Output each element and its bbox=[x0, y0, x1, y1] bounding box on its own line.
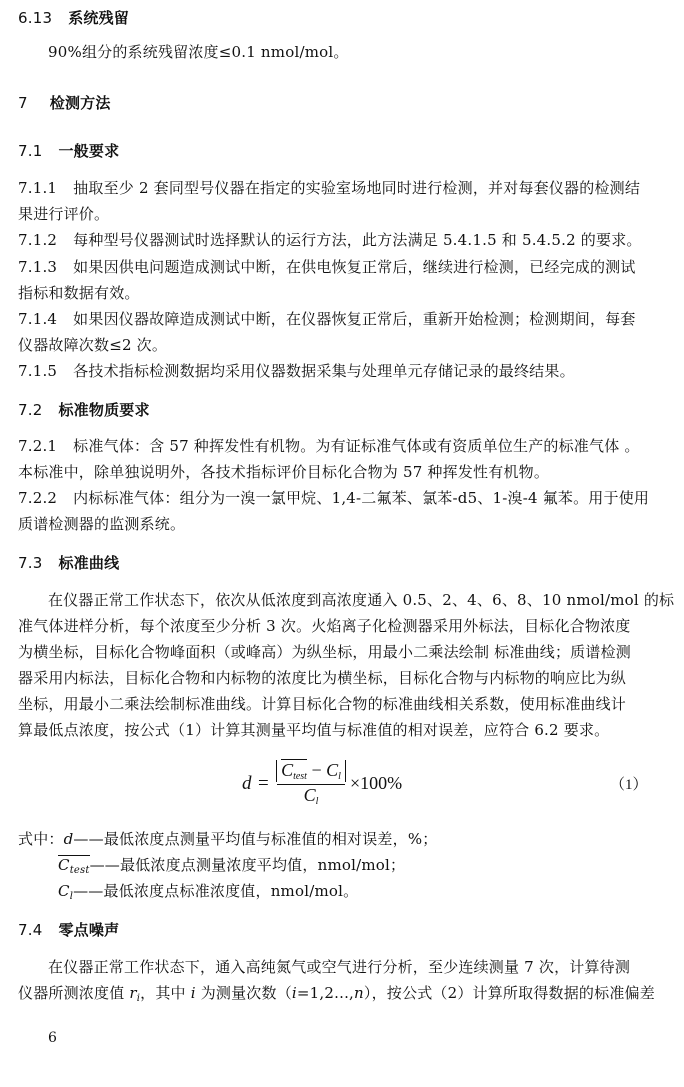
paragraph-7-4-line1: 在仪器正常工作状态下，通入高纯氮气或空气进行分析，至少连续测量 7 次，计算待测 bbox=[48, 958, 631, 976]
clause-number: 7.1.5 bbox=[18, 362, 58, 380]
heading-7 bbox=[18, 93, 111, 113]
clause-7-2-2-line1 bbox=[18, 488, 649, 508]
clause-7-1-5 bbox=[18, 361, 575, 381]
clause-text: 内标标准气体：组分为一溴一氯甲烷、1,4-二氟苯、氯苯-d5、1-溴-4 氟苯。用于使用 bbox=[73, 489, 650, 507]
clause-text: 各技术指标检测数据均采用仪器数据采集与处理单元存储记录的最终结果。 bbox=[73, 362, 575, 380]
where-cl-desc: ——最低浓度点标准浓度值，nmol/mol。 bbox=[73, 882, 359, 900]
clause-text: 如果因仪器故障造成测试中断，在仪器恢复正常后，重新开始检测；检测期间，每套 bbox=[73, 310, 636, 328]
formula-denominator: $C_l$ bbox=[303, 785, 319, 807]
formula-fraction bbox=[276, 760, 346, 810]
heading-7-4 bbox=[18, 920, 119, 940]
clause-7-1-1-line1 bbox=[18, 178, 640, 198]
where-d-symbol: d bbox=[63, 830, 74, 848]
clause-7-2-1-line1 bbox=[18, 436, 640, 456]
formula-c-l: $C_l$ bbox=[326, 760, 341, 782]
section-title: 标准曲线 bbox=[58, 554, 120, 572]
formula-equals: = bbox=[258, 773, 269, 794]
where-label: 式中： bbox=[18, 830, 64, 848]
formula-c-test: $C_{test}$ bbox=[281, 760, 307, 782]
heading-7-2 bbox=[18, 400, 150, 420]
clause-number: 7.2.2 bbox=[18, 489, 58, 507]
heading-6-13 bbox=[18, 8, 129, 28]
where-d-desc: ——最低浓度点测量平均值与标准值的相对误差，%； bbox=[73, 830, 438, 848]
section-title: 一般要求 bbox=[58, 142, 120, 160]
clause-7-1-3-line1 bbox=[18, 257, 636, 277]
formula-numerator bbox=[276, 760, 346, 782]
clause-7-1-4-line2: 仪器故障次数≤2 次。 bbox=[18, 336, 168, 354]
clause-7-2-2-line2: 质谱检测器的监测系统。 bbox=[18, 515, 186, 533]
clause-text: 每种型号仪器测试时选择默认的运行方法，此方法满足 5.4.1.5 和 5.4.5.2 的要求。 bbox=[73, 231, 642, 249]
clause-number: 7.1.2 bbox=[18, 231, 58, 249]
section-number: 7.1 bbox=[18, 142, 43, 160]
section-number: 7.3 bbox=[18, 554, 43, 572]
paragraph-7-4-line2: 仪器所测浓度值 $r_i$，其中 i 为测量次数（i=1,2...,n），按公式（2）计算所取得数据的标准偏差 bbox=[18, 984, 655, 1004]
section-title: 检测方法 bbox=[49, 94, 111, 112]
where-d bbox=[18, 829, 437, 849]
section-number: 7.2 bbox=[18, 401, 43, 419]
where-cl-symbol: $C_l$ bbox=[58, 882, 74, 902]
paragraph-7-3-line3: 为横坐标，目标化合物峰面积（或峰高）为纵坐标，用最小二乘法绘制 标准曲线；质谱检测 bbox=[18, 643, 631, 661]
paragraph-6-13: 90%组分的系统残留浓度≤0.1 nmol/mol。 bbox=[48, 43, 349, 61]
section-title: 系统残留 bbox=[68, 9, 130, 27]
formula-times-100: ×100% bbox=[350, 773, 403, 793]
section-title: 标准物质要求 bbox=[58, 401, 150, 419]
paragraph-7-3-line2: 准气体进样分析，每个浓度至少分析 3 次。火焰离子化检测器采用外标法，目标化合物浓度 bbox=[18, 617, 631, 635]
where-ctest bbox=[58, 855, 405, 881]
paragraph-7-3-line4: 器采用内标法，目标化合物和内标物的浓度比为横坐标，目标化合物与内标物的响应比为纵 bbox=[18, 669, 627, 687]
section-title: 零点噪声 bbox=[58, 921, 120, 939]
where-ctest-desc: ——最低浓度点测量浓度平均值，nmol/mol； bbox=[89, 856, 406, 874]
paragraph-7-3-line1: 在仪器正常工作状态下，依次从低浓度到高浓度通入 0.5、2、4、6、8、10 nmol/mol 的标 bbox=[48, 591, 675, 609]
clause-7-1-3-line2: 指标和数据有效。 bbox=[18, 284, 140, 302]
formula-minus: − bbox=[311, 760, 322, 780]
heading-7-1 bbox=[18, 141, 119, 161]
page-number: 6 bbox=[48, 1030, 57, 1046]
formula-tag: （1） bbox=[610, 777, 648, 793]
formula-d: d bbox=[242, 773, 252, 794]
clause-text: 标准气体：含 57 种挥发性有机物。为有证标准气体或有资质单位生产的标准气体 。 bbox=[73, 437, 640, 455]
symbol-ri: $r_i$ bbox=[129, 984, 141, 1004]
clause-text: 抽取至少 2 套同型号仪器在指定的实验室场地同时进行检测，并对每套仪器的检测结 bbox=[73, 179, 641, 197]
clause-7-1-4-line1 bbox=[18, 309, 636, 329]
where-cl bbox=[58, 881, 358, 907]
clause-7-1-2 bbox=[18, 230, 642, 250]
clause-number: 7.1.1 bbox=[18, 179, 58, 197]
clause-number: 7.2.1 bbox=[18, 437, 58, 455]
clause-7-1-1-line2: 果进行评价。 bbox=[18, 205, 110, 223]
paragraph-7-3-line5: 坐标，用最小二乘法绘制标准曲线。计算目标化合物的标准曲线相关系数，使用标准曲线计 bbox=[18, 695, 627, 713]
clause-text: 如果因供电问题造成测试中断，在供电恢复正常后，继续进行检测，已经完成的测试 bbox=[73, 258, 636, 276]
clause-number: 7.1.4 bbox=[18, 310, 58, 328]
clause-7-2-1-line2: 本标准中，除单独说明外，各技术指标评价目标化合物为 57 种挥发性有机物。 bbox=[18, 463, 550, 481]
section-number: 7 bbox=[18, 94, 28, 112]
section-number: 6.13 bbox=[18, 9, 53, 27]
formula-1 bbox=[0, 760, 684, 810]
section-number: 7.4 bbox=[18, 921, 43, 939]
paragraph-7-3-line6: 算最低点浓度，按公式（1）计算其测量平均值与标准值的相对误差，应符合 6.2 要求。 bbox=[18, 721, 610, 739]
where-ctest-symbol: $C_{test}$ bbox=[58, 856, 90, 876]
clause-number: 7.1.3 bbox=[18, 258, 58, 276]
heading-7-3 bbox=[18, 553, 119, 573]
